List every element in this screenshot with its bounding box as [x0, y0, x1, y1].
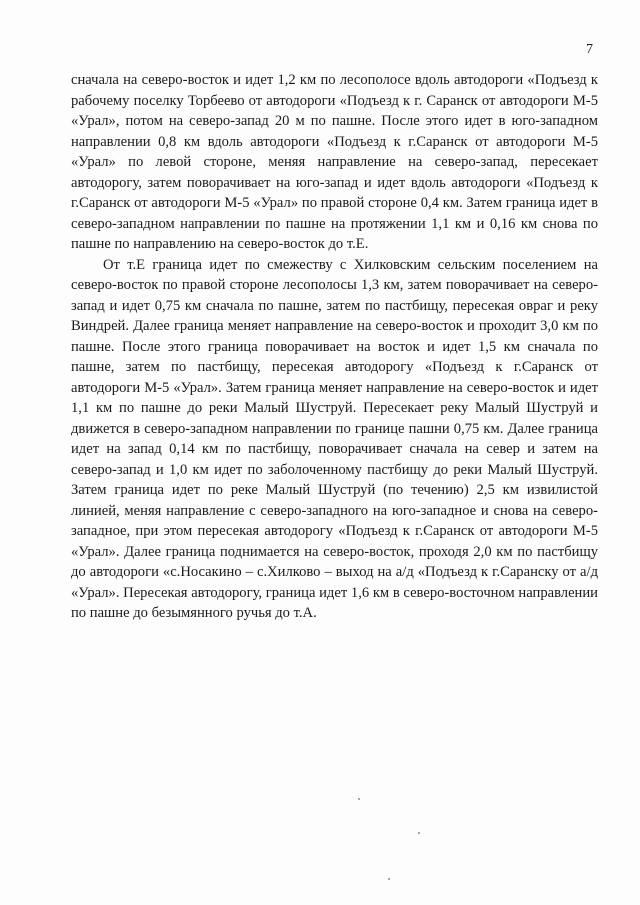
- paragraph-1: сначала на северо-восток и идет 1,2 км по лесополосе вдоль автодороги «Подъезд к рабочему поселку Торбеево от автодороги «Подъезд к г. Саранск от автодороги М-5 «Урал», потом на северо-запад 20 м по пашне. После этого идет в юго-западном направлении 0,8 км вдоль автодороги «Подъезд к г.Саранск от автодороги М-5 «Урал» по левой стороне, меняя направление на северо-запад, пересекает автодорогу, затем поворачивает на юго-запад и идет вдоль автодороги «Подъезд к г.Саранск от автодороги М-5 «Урал» по правой стороне 0,4 км. Затем граница идет в северо-западном направлении по пашне на протяжении 1,1 км и 0,16 км снова по пашне по направлению на северо-восток до т.Е.: [71, 72, 598, 252]
- scan-speck: [418, 832, 420, 834]
- document-body: [71, 70, 598, 624]
- paragraph-2: От т.Е граница идет по смежеству с Хилковским сельским поселением на северо-восток по правой стороне лесополосы 1,3 км, затем поворачивает на северо-запад и идет 0,75 км сначала по пашне, затем по пастбищу, пересекая овраг и реку Виндрей. Далее граница меняет направление на северо-восток и проходит 3,0 км по пашне. После этого граница поворачивает на восток и идет 1,5 км сначала по пашне, затем по пастбищу, пересекая автодорогу «Подъезд к г.Саранск от автодороги М-5 «Урал». Затем граница меняет направление на северо-восток и идет 1,1 км по пашне до реки Малый Шуструй. Пересекает реку Малый Шуструй и движется в северо-западном направлении по границе пашни 0,75 км. Далее граница идет на запад 0,14 км по пастбищу, поворачивает сначала на север и затем на северо-запад и 1,0 км идет по заболоченному пастбищу до реки Малый Шуструй. Затем граница идет по реке Малый Шуструй (по течению) 2,5 км извилистой линией, меняя направление с северо-западного на юго-западное и снова на северо-западное, при этом пересекая автодорогу «Подъезд к г.Саранск от автодороги М-5 «Урал». Далее граница поднимается на северо-восток, проходя 2,0 км по пастбищу до автодороги «с.Носакино – с.Хилково – выход на а/д «Подъезд к г.Саранску от а/д «Урал». Пересекая автодорогу, граница идет 1,6 км в северо-восточном направлении по пашне до безымянного ручья до т.А.: [71, 256, 598, 621]
- scan-speck: [388, 878, 390, 880]
- page-number: 7: [586, 42, 593, 57]
- scan-speck: [358, 798, 360, 800]
